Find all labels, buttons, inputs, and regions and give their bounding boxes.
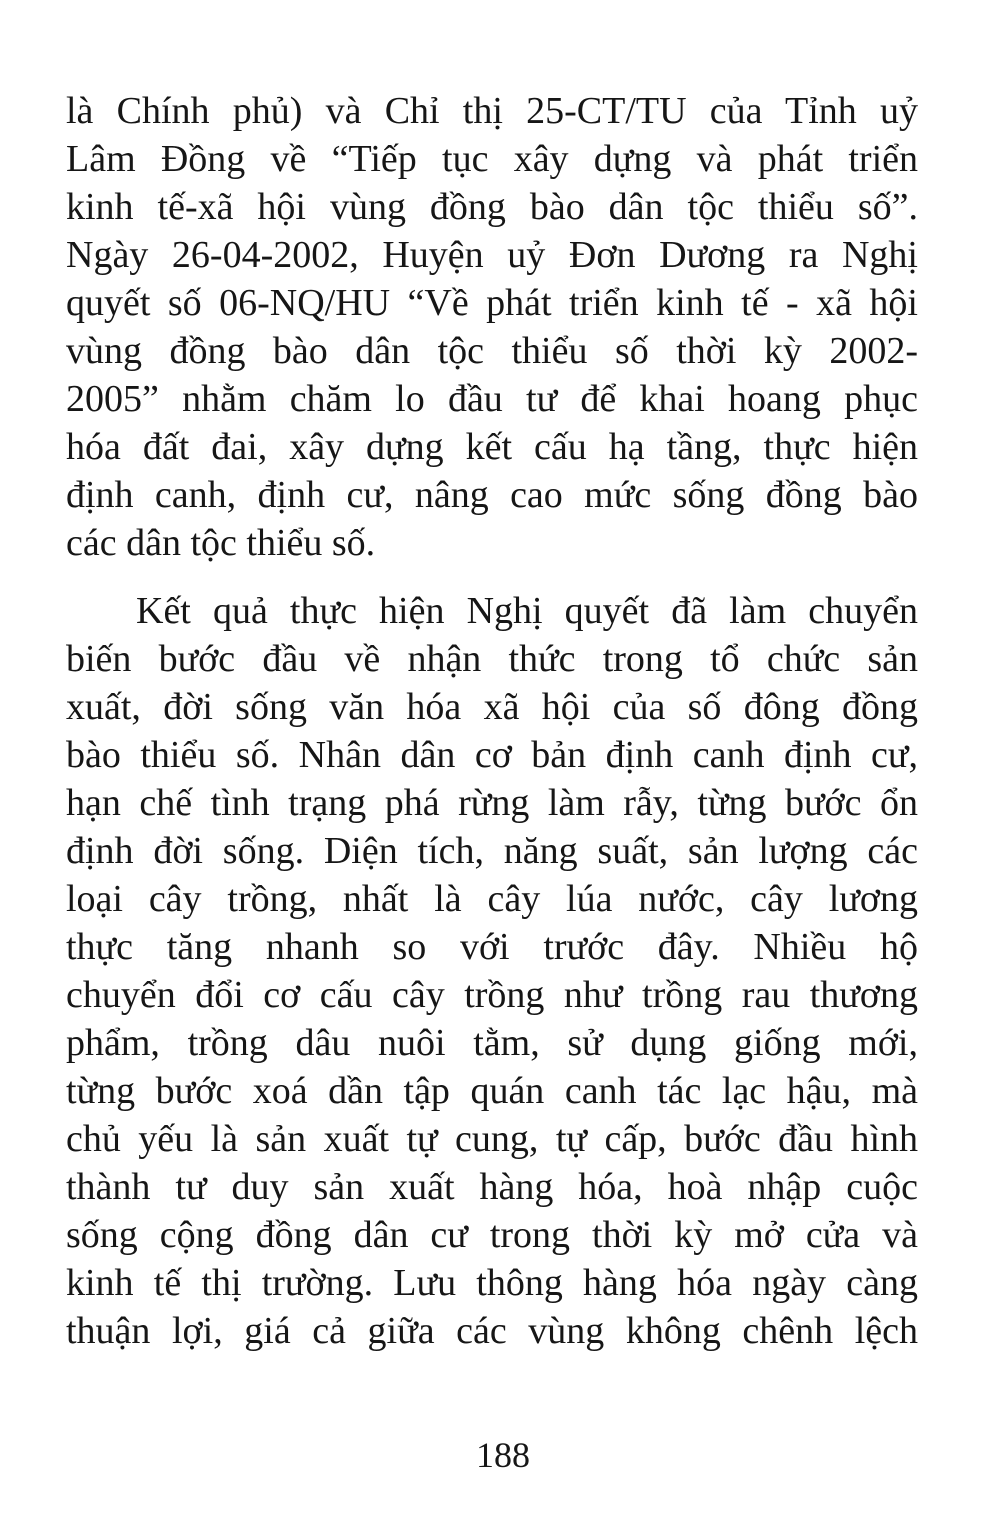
text-line: chủ yếu là sản xuất tự cung, tự cấp, bước đầu hình xyxy=(66,1118,918,1160)
text-line: Ngày 26-04-2002, Huyện uỷ Đơn Dương ra Nghị xyxy=(66,234,918,276)
text-line: thành tư duy sản xuất hàng hóa, hoà nhập cuộc xyxy=(66,1166,918,1208)
text-line: Lâm Đồng về “Tiếp tục xây dựng và phát triển xyxy=(66,138,918,180)
text-line: là Chính phủ) và Chỉ thị 25-CT/TU của Tỉnh uỷ xyxy=(66,90,918,132)
text-line: 2005” nhằm chăm lo đầu tư để khai hoang phục xyxy=(66,378,918,420)
page-number: 188 xyxy=(476,1435,530,1475)
text-line: kinh tế thị trường. Lưu thông hàng hóa ngày càng xyxy=(66,1262,918,1304)
text-line: biến bước đầu về nhận thức trong tổ chức sản xyxy=(66,638,918,680)
text-line: vùng đồng bào dân tộc thiểu số thời kỳ 2002- xyxy=(66,330,918,372)
text-line: kinh tế-xã hội vùng đồng bào dân tộc thiểu số”. xyxy=(66,186,918,228)
text-line: phẩm, trồng dâu nuôi tằm, sử dụng giống mới, xyxy=(66,1022,918,1064)
text-line: loại cây trồng, nhất là cây lúa nước, cây lương xyxy=(66,878,918,920)
text-line: các dân tộc thiểu số. xyxy=(66,522,376,564)
text-line: chuyển đổi cơ cấu cây trồng như trồng rau thương xyxy=(66,974,918,1016)
text-line: định đời sống. Diện tích, năng suất, sản lượng các xyxy=(66,830,918,872)
text-line: Kết quả thực hiện Nghị quyết đã làm chuyển xyxy=(136,590,918,632)
text-line: sống cộng đồng dân cư trong thời kỳ mở cửa và xyxy=(66,1214,918,1256)
text-line: định canh, định cư, nâng cao mức sống đồng bào xyxy=(66,474,918,516)
text-line: hóa đất đai, xây dựng kết cấu hạ tầng, thực hiện xyxy=(66,426,918,468)
text-line: xuất, đời sống văn hóa xã hội của số đông đồng xyxy=(66,686,918,728)
text-line: bào thiểu số. Nhân dân cơ bản định canh định cư, xyxy=(66,734,918,776)
text-line: thuận lợi, giá cả giữa các vùng không chênh lệch xyxy=(66,1310,918,1352)
text-line: hạn chế tình trạng phá rừng làm rẫy, từng bước ổn xyxy=(66,782,918,824)
text-line: từng bước xoá dần tập quán canh tác lạc hậu, mà xyxy=(66,1070,918,1112)
text-line: thực tăng nhanh so với trước đây. Nhiều hộ xyxy=(66,926,918,968)
text-line: quyết số 06-NQ/HU “Về phát triển kinh tế - xã hội xyxy=(66,282,918,324)
